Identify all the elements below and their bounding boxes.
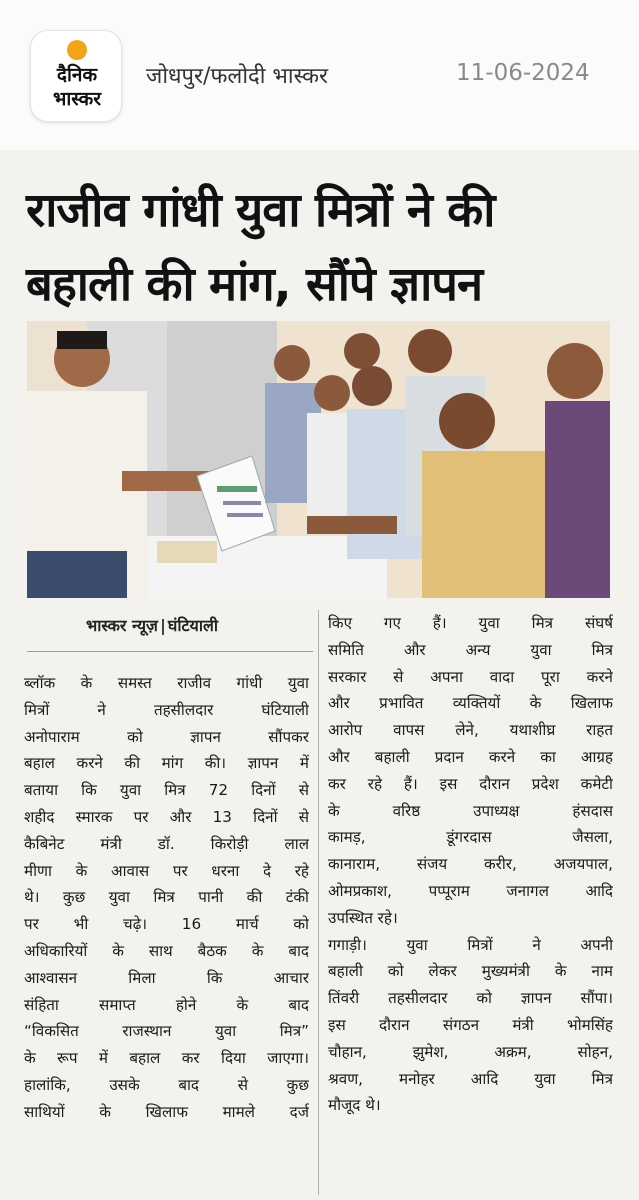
app-header [0, 0, 639, 150]
article-line: कर रहे हैं। इस दौरान प्रदेश कमेटी [328, 774, 613, 793]
article-line: बहाल करने की मांग की। ज्ञापन में [24, 754, 309, 773]
article-line: संहिता समाप्त होने के बाद [24, 995, 309, 1014]
article-line: और बहाली प्रदान करने का आग्रह [328, 747, 613, 766]
article-line: किए गए हैं। युवा मित्र संघर्ष [328, 614, 613, 632]
article-line: पर भी चढ़े। 16 मार्च को [24, 915, 309, 934]
article-line: गगाड़ी। युवा मित्रों ने अपनी [328, 935, 613, 954]
byline [86, 614, 218, 636]
article-line: “विकसित राजस्थान युवा मित्र” [24, 1022, 309, 1041]
dainik-bhaskar-logo[interactable] [30, 30, 122, 122]
column-divider [318, 610, 319, 1195]
article-line: ओमप्रकाश, पप्पूराम जनागल आदि [328, 881, 613, 900]
article-line: थे। कुछ युवा मित्र पानी की टंकी [24, 888, 309, 907]
article-column-left [24, 670, 309, 1126]
article-line: चौहान, झुमेश, अक्रम, सोहन, [328, 1042, 613, 1061]
article-line: अधिकारियों के साथ बैठक के बाद [24, 941, 309, 960]
article-line: के रूप में बहाल कर दिया जाएगा। [24, 1049, 309, 1068]
logo-text-line2: भास्कर [52, 88, 102, 110]
article-line: समिति और अन्य युवा मित्र [328, 640, 613, 659]
article-line: आरोप वापस लेने, यथाशीघ्र राहत [328, 721, 613, 740]
article-line: मित्रों ने तहसीलदार घंटियाली [24, 700, 309, 719]
article-line: आश्वासन मिला कि आचार [24, 968, 309, 987]
byline-separator [162, 619, 164, 635]
article-line: बताया कि युवा मित्र 72 दिनों से [24, 781, 309, 800]
article-line: तिंवरी तहसीलदार को ज्ञापन सौंपा। [328, 989, 613, 1008]
article-line: कानाराम, संजय करीर, अजयपाल, [328, 855, 613, 874]
article-line: हालांकि, उसके बाद से कुछ [24, 1075, 309, 1094]
news-photo [27, 321, 610, 598]
edition-title: जोधपुर/फलोदी भास्कर [146, 64, 329, 89]
article-line: मीणा के आवास पर धरना दे रहे [24, 861, 309, 880]
article-line: साथियों के खिलाफ मामले दर्ज [24, 1102, 309, 1121]
byline-agency: भास्कर न्यूज़ [86, 616, 158, 635]
photo-illustration [27, 321, 610, 598]
article-line: मौजूद थे। [328, 1096, 381, 1115]
article-line: अनोपाराम को ज्ञापन सौंपकर [24, 727, 309, 746]
article-line: सरकार से अपना वादा पूरा करने [328, 667, 613, 686]
article-line: कामड़, डूंगरदास जैसला, [328, 828, 613, 847]
edition-date: 11-06-2024 [456, 60, 590, 86]
article-line: उपस्थित रहे। [328, 908, 398, 927]
sun-icon [67, 40, 87, 60]
article-line: इस दौरान संगठन मंत्री भोमसिंह [328, 1015, 613, 1034]
article-line: कैबिनेट मंत्री डॉ. किरोड़ी लाल [24, 834, 309, 853]
article-line: और प्रभावित व्यक्तियों के खिलाफ [328, 694, 613, 713]
article-column-right [328, 610, 613, 1119]
article-line: शहीद स्मारक पर और 13 दिनों से [24, 807, 309, 826]
article-line: के वरिष्ठ उपाध्यक्ष हंसदास [328, 801, 613, 820]
headline-line-1: राजीव गांधी युवा मित्रों ने की [26, 183, 495, 238]
article-line: बहाली को लेकर मुख्यमंत्री के नाम [328, 962, 613, 981]
byline-rule [27, 651, 313, 652]
headline-line-2: बहाली की मांग, सौंपे ज्ञापन [26, 257, 483, 312]
logo-text-line1: दैनिक [56, 64, 98, 86]
article-line: ब्लॉक के समस्त राजीव गांधी युवा [24, 674, 309, 692]
byline-place: घंटियाली [167, 616, 218, 635]
article-line: श्रवण, मनोहर आदि युवा मित्र [328, 1069, 613, 1088]
